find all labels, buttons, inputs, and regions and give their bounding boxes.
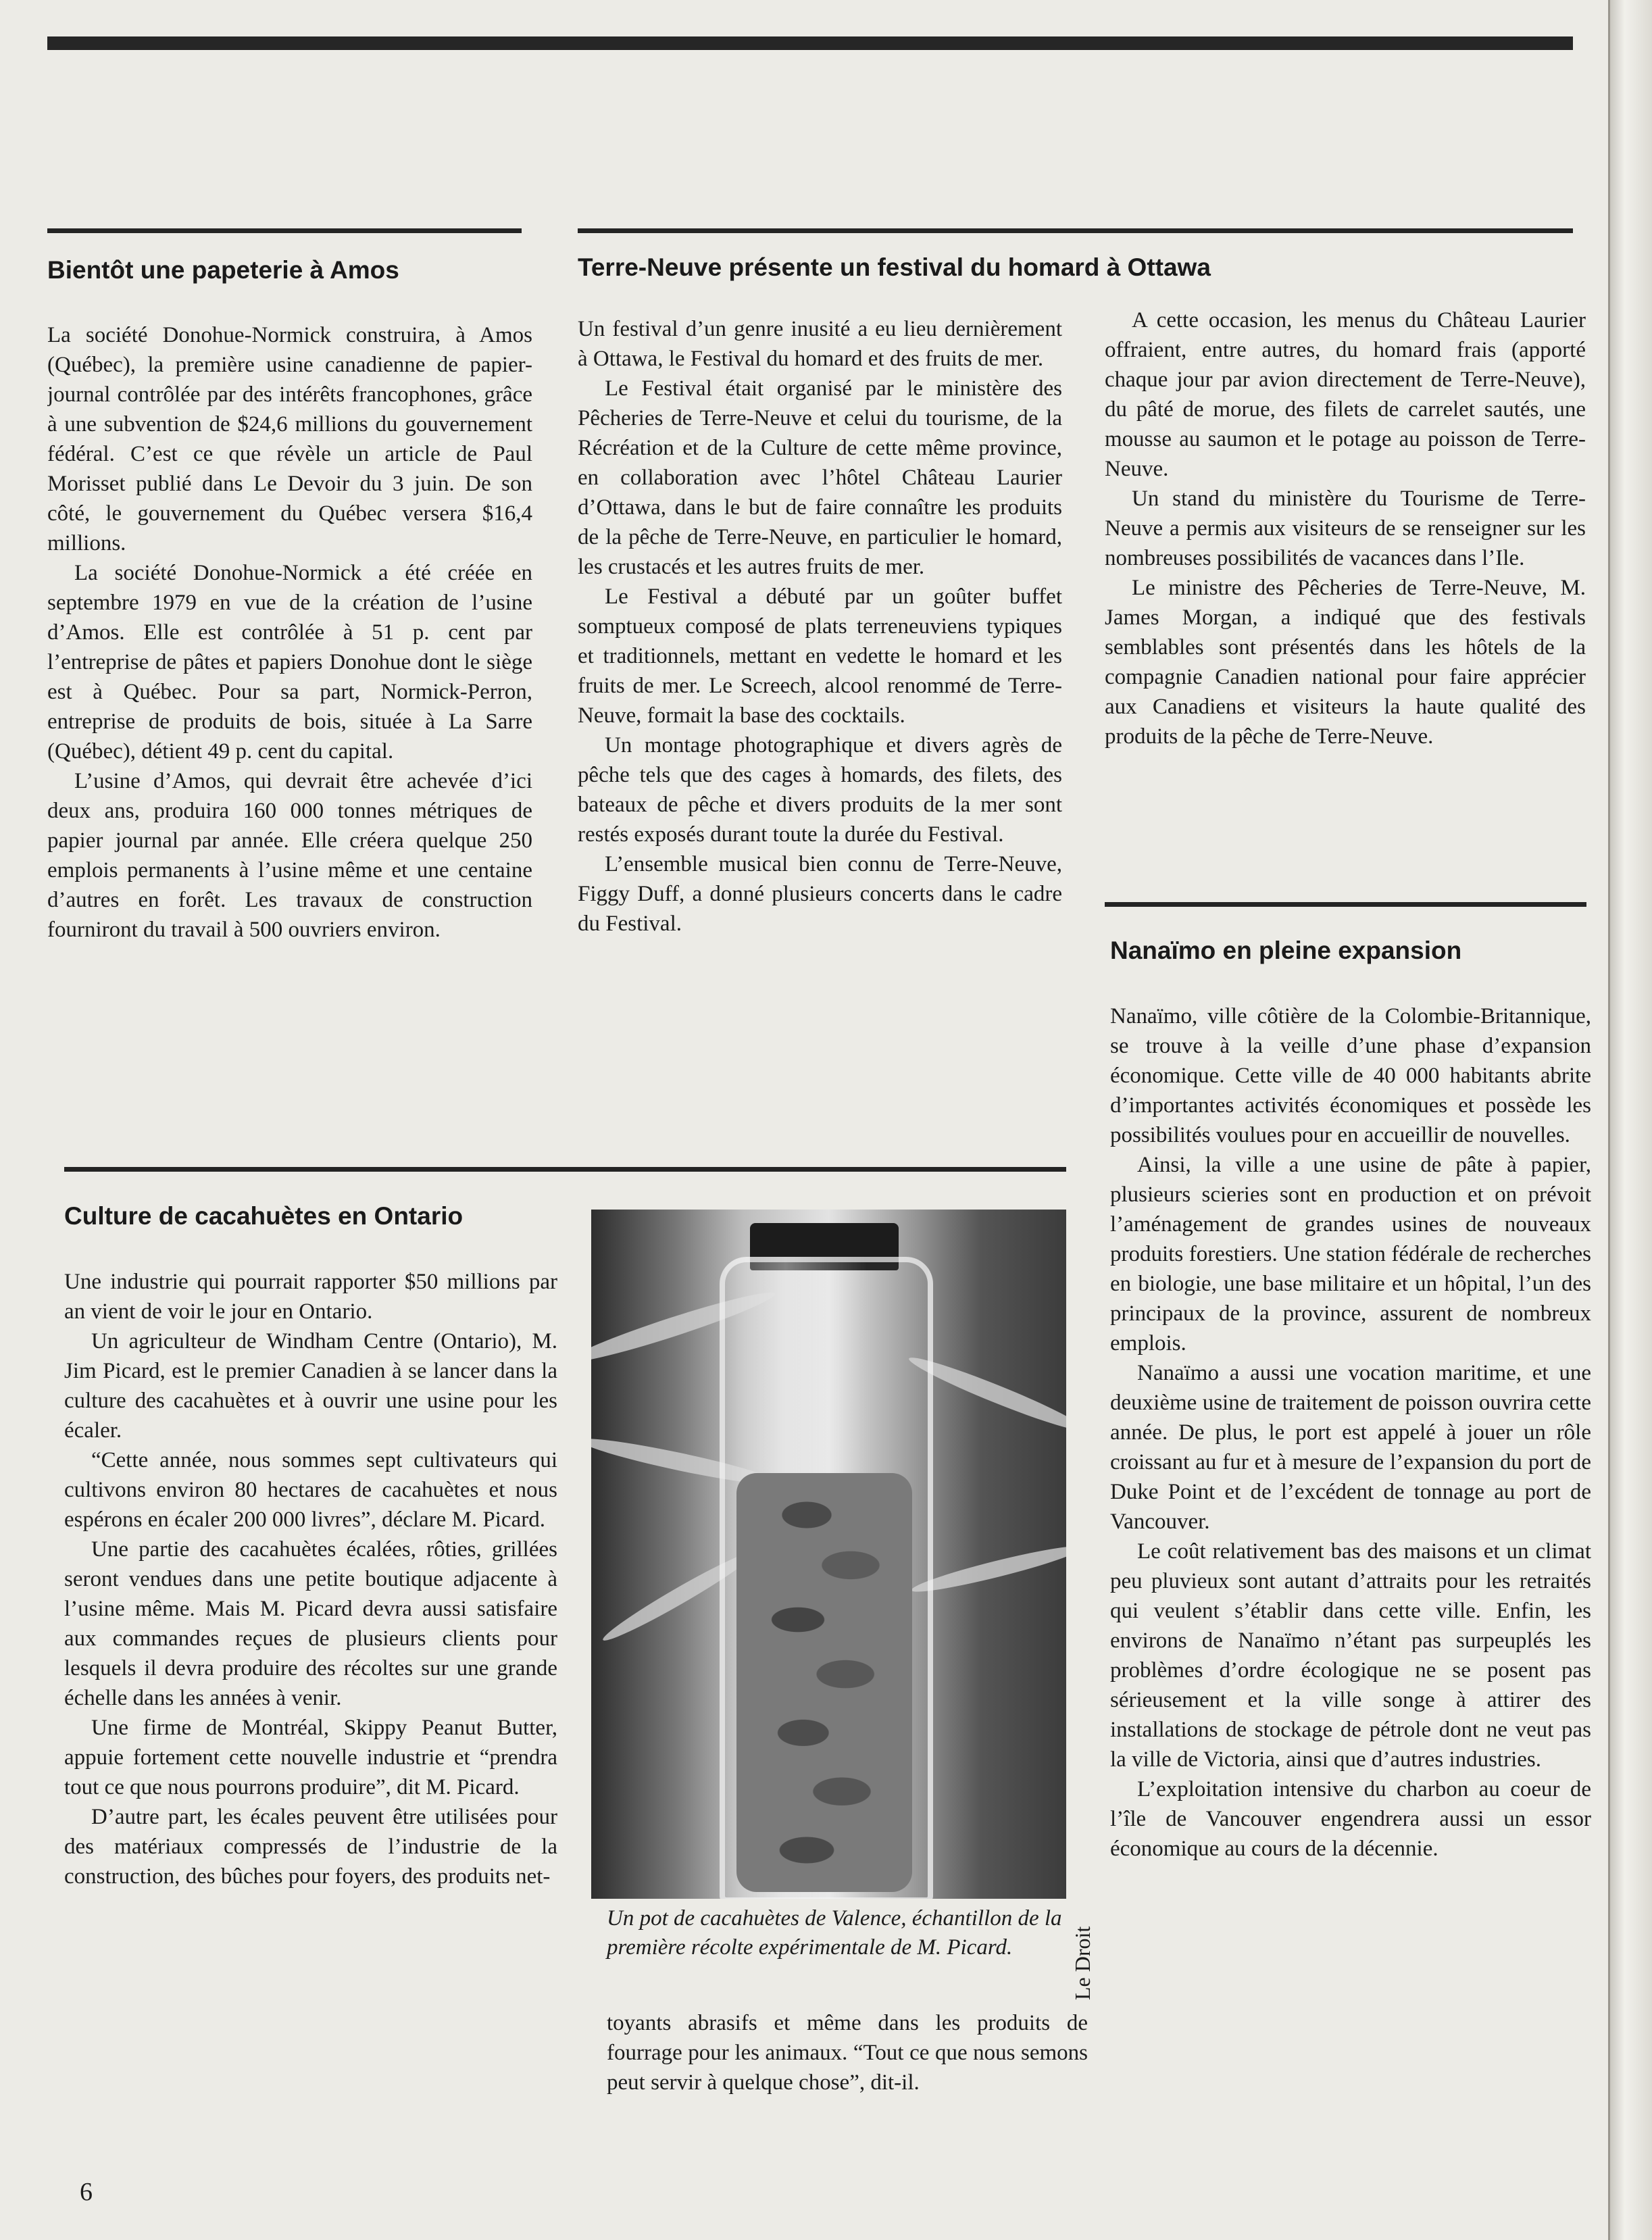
section-rule [578,228,1573,233]
paragraph: Un festival d’un genre inusité a eu lieu dernièrement à Ottawa, le Festival du homard et des fruits de mer. [578,317,1062,371]
paragraph: Nanaïmo a aussi une vocation maritime, et une deuxième usine de traitement de poisson ouvrira cette année. De plus, le port est appelé à jouer un rôle croissant au fur et à mesure de l’expansion du port de Duke Point et de l’excédent de tonnage au port de Vancouver. [1110,1361,1591,1534]
article-homard-column-1 [578,314,1062,1145]
section-rule [64,1167,1066,1172]
page-edge [1608,0,1652,2240]
paragraph: Le coût relativement bas des maisons et un climat peu pluvieux sont autant d’attraits pour les retraités qui veulent s’établir dans cette ville. Enfin, les environs de Nanaïmo n’étant pas surpeuplés les problèmes d’ordre écologique ne se posent pas sérieusement et la ville songe à attirer des installations de stockage de pétrole dont ne veut pas la ville de Victoria, ainsi que d’autres industries. [1110,1539,1591,1772]
paragraph: Le Festival était organisé par le ministère des Pêcheries de Terre-Neuve et celui du tourisme, de la Récréation et de la Culture de cette même province, en collaboration avec l’hôtel Château Laurier d’Ottawa, dans le but de faire connaître les produits de la pêche de Terre-Neuve, en particulier le homard, les crustacés et les autres fruits de mer. [578,376,1062,579]
article-cacahuetes-column-2 [607,2008,1088,2137]
paragraph: Une industrie qui pourrait rapporter $50 millions par an vient de voir le jour en Ontario. [64,1270,557,1324]
section-rule [1105,902,1586,907]
paragraph: Ainsi, la ville a une usine de pâte à papier, plusieurs scieries sont en production et on prévoit l’aménagement de grandes usines de nouveaux produits forestiers. Une station fédérale de recherches en biologie, une base militaire et un hôpital, l’un des principaux de la province, assurent de nombreux emplois. [1110,1153,1591,1355]
section-rule [47,228,522,233]
paragraph: La société Donohue-Normick construira, à Amos (Québec), la première usine canadienne de papier-journal contrôlée par des intérêts francophones, grâce à une subvention de $24,6 millions du gouvernement fédéral. C’est ce que révèle un article de Paul Morisset publié dans Le Devoir du 3 juin. De son côté, le gouvernement du Québec versera $16,4 millions. [47,323,532,555]
paragraph: Un stand du ministère du Tourisme de Terre-Neuve a permis aux visiteurs de se renseigner sur les nombreuses possibilités de vacances dans l’Ile. [1105,487,1586,570]
paragraph: Un montage photographique et divers agrès de pêche tels que des cages à homards, des filets, des bateaux de pêche et divers produits de la mer sont restés exposés durant toute la durée du Festival. [578,733,1062,847]
photo-credit [1068,1899,1097,2000]
peanuts [736,1473,912,1892]
paragraph: Le ministre des Pêcheries de Terre-Neuve, M. James Morgan, a indiqué que des festivals semblables sont présentés dans les hôtels de la compagnie Canadien national pour faire apprécier aux Canadiens et visiteurs la haute qualité des produits de la pêche de Terre-Neuve. [1105,576,1586,749]
paragraph: L’exploitation intensive du charbon au coeur de l’île de Vancouver engendrera aussi un essor économique au cours de la décennie. [1110,1777,1591,1861]
paragraph: D’autre part, les écales peuvent être utilisées pour des matériaux compressés de l’industrie de la construction, des bûches pour foyers, des produits net- [64,1805,557,1889]
photo-credit-text: Le Droit [1070,1926,1095,2000]
article-cacahuetes-column-1 [64,1267,557,2139]
article-amos-column [47,320,532,1145]
paragraph: L’ensemble musical bien connu de Terre-Neuve, Figgy Duff, a donné plusieurs concerts dans le cadre du Festival. [578,852,1062,936]
headline-homard: Terre-Neuve présente un festival du homard à Ottawa [578,253,1211,281]
headline-amos: Bientôt une papeterie à Amos [47,256,399,284]
headline-cacahuetes: Culture de cacahuètes en Ontario [64,1202,464,1230]
paragraph: Le Festival a débuté par un goûter buffet somptueux composé de plats terreneuviens typiques et traditionnels, mettant en vedette le homard et les fruits de mer. Le Screech, alcool renommé de Terre-Neuve, formait la base des cocktails. [578,584,1062,728]
headline-nanaimo: Nanaïmo en pleine expansion [1110,937,1462,964]
paragraph: toyants abrasifs et même dans les produits de fourrage pour les animaux. “Tout ce que nous semons peut servir à quelque chose”, dit-il. [607,2011,1088,2095]
paragraph: La société Donohue-Normick a été créée en septembre 1979 en vue de la création de l’usine d’Amos. Elle est contrôlée à 51 p. cent par l’entreprise de pâtes et papiers Donohue dont le siège est à Québec. Pour sa part, Normick-Perron, entreprise de produits de bois, située à La Sarre (Québec), détient 49 p. cent du capital. [47,561,532,764]
peanut-jar-photo [591,1210,1066,1899]
paragraph: Nanaïmo, ville côtière de la Colombie-Britannique, se trouve à la veille d’une phase d’expansion économique. Cette ville de 40 000 habitants abrite d’importantes activités économiques et possède les possibilités voulues pour en accueillir de nouvelles. [1110,1004,1591,1147]
paragraph: Un agriculteur de Windham Centre (Ontario), M. Jim Picard, est le premier Canadien à se lancer dans la culture des cacahuètes et à ouvrir une usine pour les écaler. [64,1329,557,1443]
paragraph: “Cette année, nous sommes sept cultivateurs qui cultivons environ 80 hectares de cacahuètes et nous espérons en écaler 200 000 livres”, déclare M. Picard. [64,1448,557,1532]
top-rule [47,36,1573,50]
photo-caption: Un pot de cacahuètes de Valence, échantillon de la première récolte expérimentale de M. Picard. [607,1906,1062,1960]
paragraph: L’usine d’Amos, qui devrait être achevée d’ici deux ans, produira 160 000 tonnes métriques de papier journal par année. Elle créera quelque 250 emplois permanents à l’usine même et une centaine d’autres en forêt. Les travaux de construction fourniront du travail à 500 ouvriers environ. [47,769,532,942]
article-nanaimo-column [1110,1001,1591,2164]
page-number: 6 [80,2178,93,2206]
paragraph: A cette occasion, les menus du Château Laurier offraient, entre autres, du homard frais (apporté chaque jour par avion directement de Terre-Neuve), du pâté de morue, des filets de carrelet sautés, une mousse au saumon et le potage au poisson de Terre-Neuve. [1105,308,1586,481]
paragraph: Une partie des cacahuètes écalées, rôties, grillées seront vendues dans une petite boutique adjacente à l’usine même. Mais M. Picard devra aussi satisfaire aux commandes reçues de plusieurs clients pour lesquels il devra produire des récoltes sur une grande échelle dans les années à venir. [64,1537,557,1710]
article-homard-column-2 [1105,305,1586,887]
paragraph: Une firme de Montréal, Skippy Peanut Butter, appuie fortement cette nouvelle industrie et “prendra tout ce que nous pourrons produire”, dit M. Picard. [64,1716,557,1799]
